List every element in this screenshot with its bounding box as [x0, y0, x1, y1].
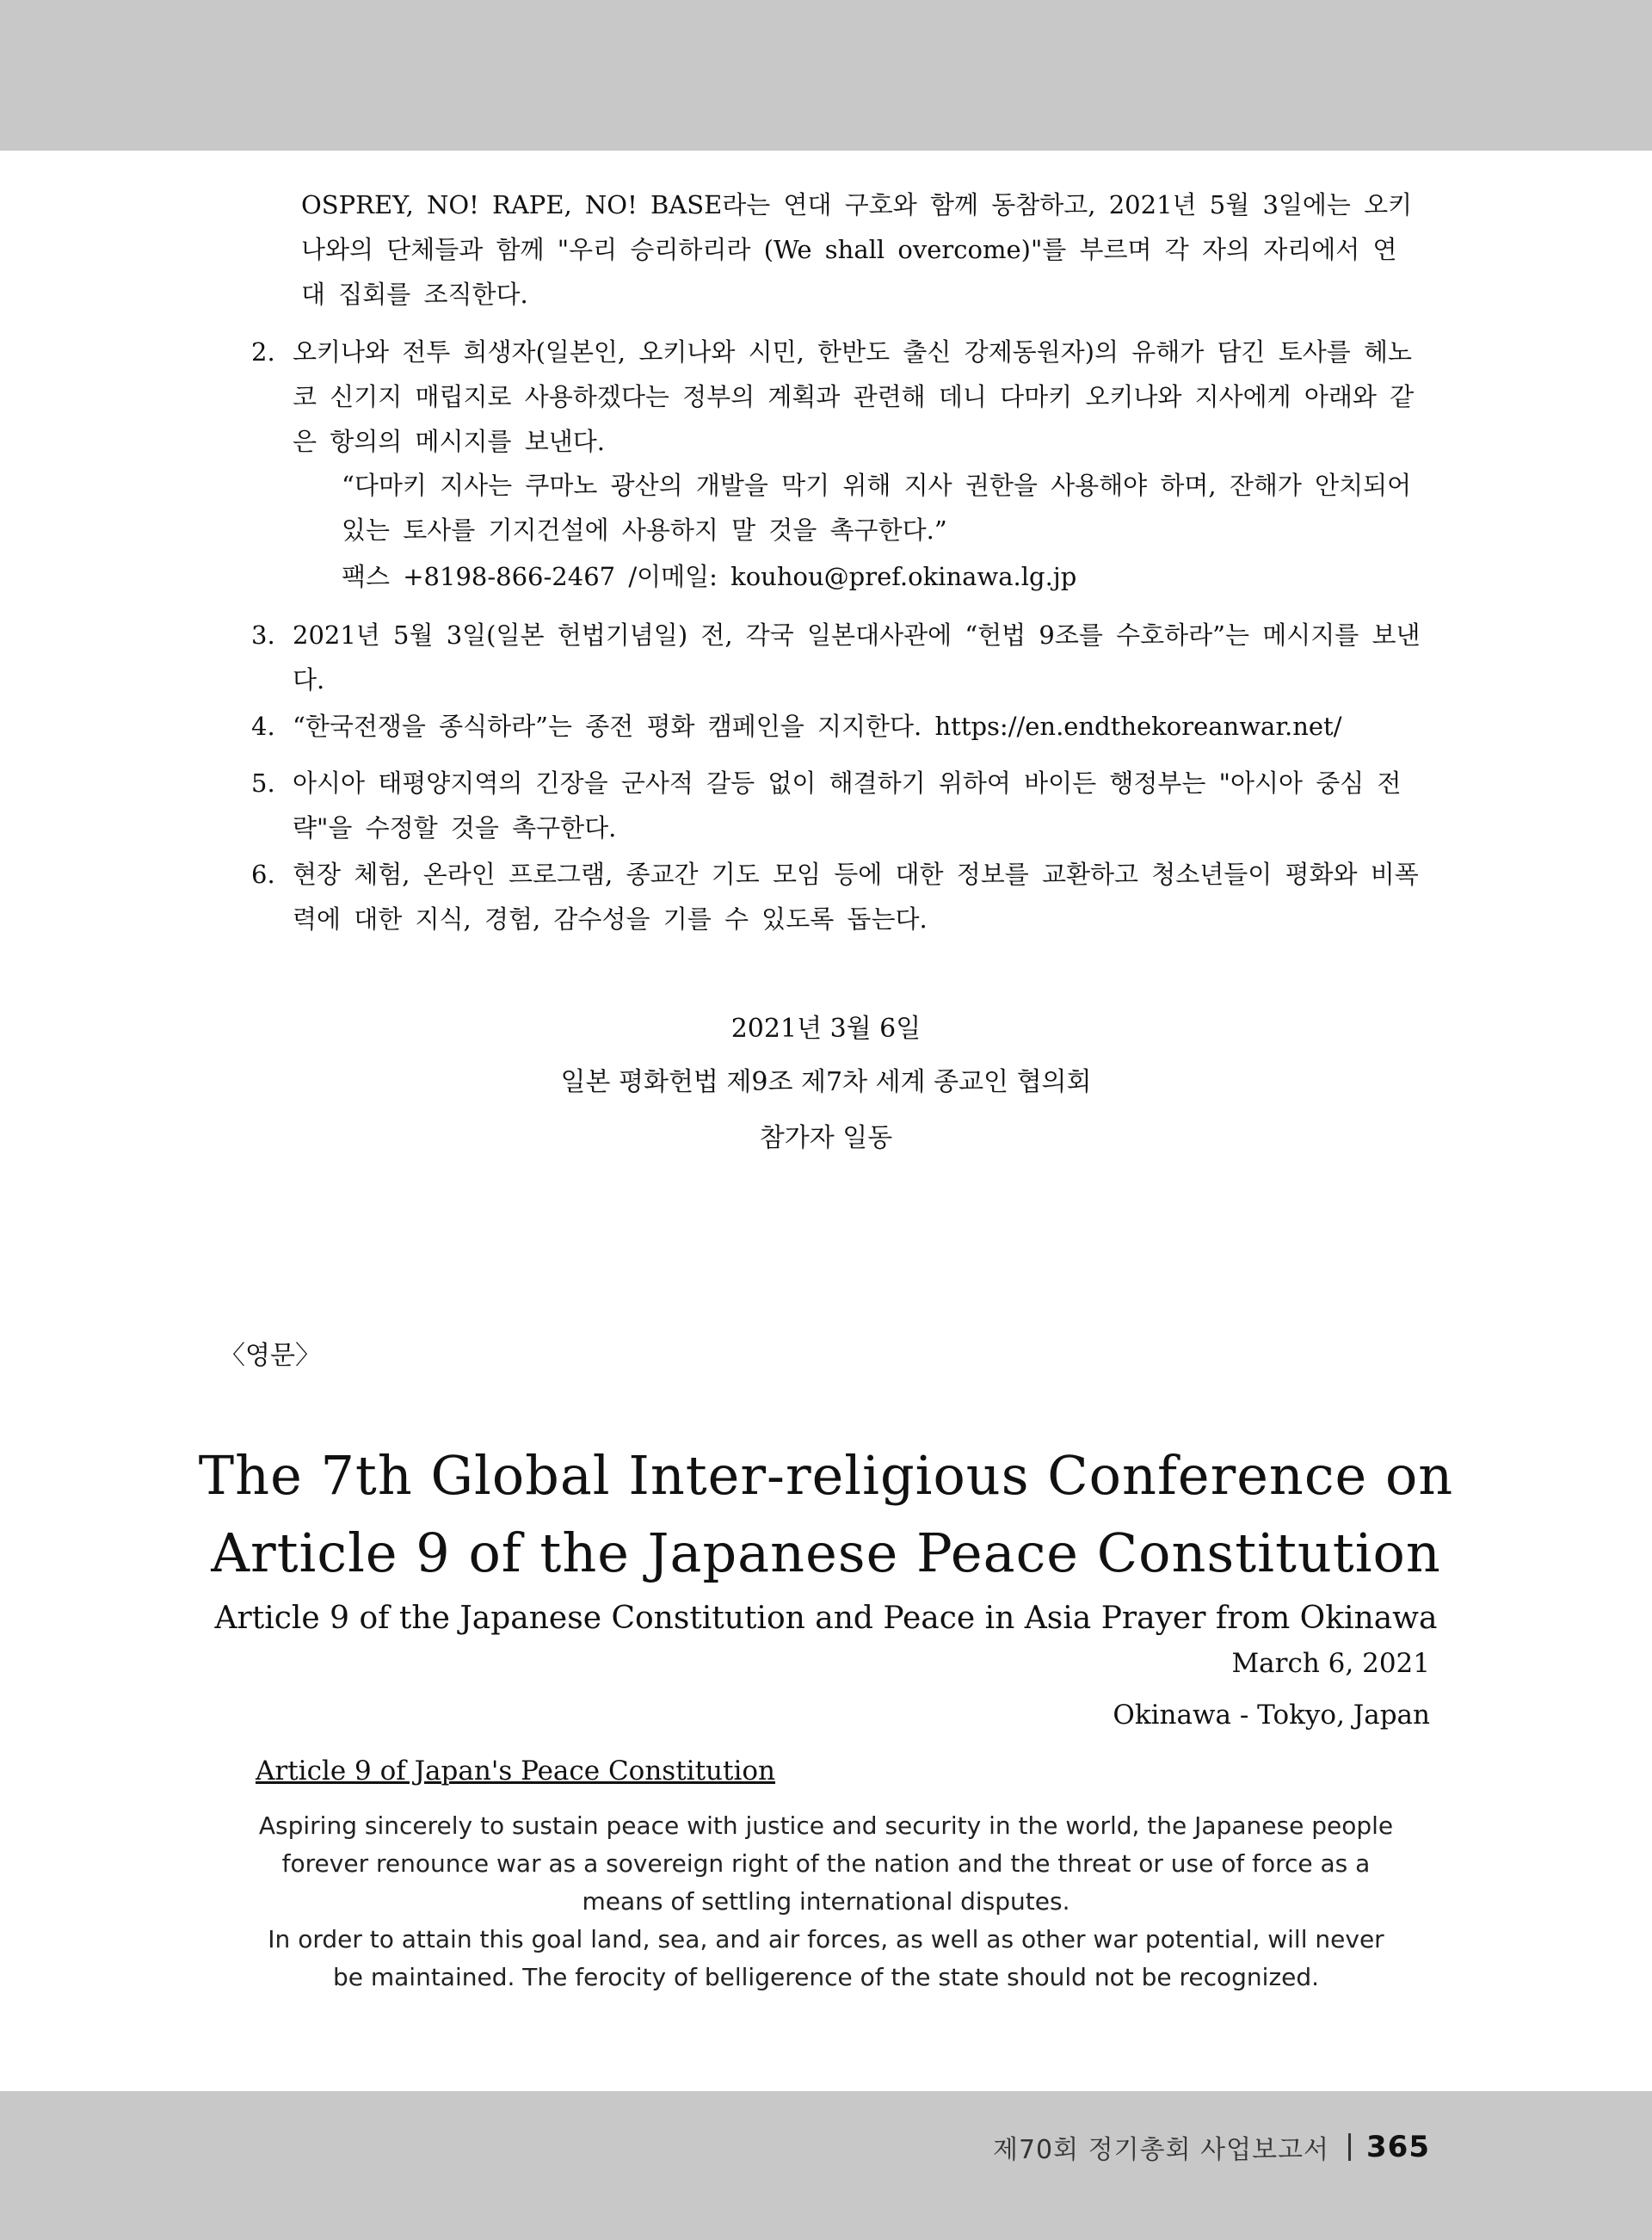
list-item-5: [251, 761, 1430, 850]
signature-organization: 일본 평화헌법 제9조 제7차 세계 종교인 협의회: [560, 1067, 1092, 1097]
list-item-number: 4.: [251, 712, 275, 741]
list-item-text: 현장 체험, 온라인 프로그램, 종교간 기도 모임 등에 대한 정보를 교환하고 청소년들이 평화와 비폭력에 대한 지식, 경험, 감수성을 기를 수 있도록 돕는다.: [293, 860, 1419, 934]
article-paragraph-2: In order to attain this goal land, sea, and air forces, as well as other war potential, will never be maintained. The ferocity of belligerence of the state should not be recognized.: [268, 1925, 1384, 1991]
list-item-number: 3.: [251, 620, 275, 650]
page-number: 365: [1366, 2130, 1430, 2164]
document-place: Okinawa - Tokyo, Japan: [1113, 1700, 1430, 1731]
signature-participants: 참가자 일동: [759, 1123, 893, 1153]
contact-fax-email: 팩스 +8198-866-2467 /이메일: kouhou@pref.okinawa.lg.jp: [342, 562, 1077, 591]
page-footer: [993, 2128, 1430, 2166]
english-subtitle: Article 9 of the Japanese Constitution and Peace in Asia Prayer from Okinawa: [214, 1601, 1438, 1636]
article-heading: Article 9 of Japan's Peace Constitution: [256, 1756, 776, 1786]
header-band: [0, 0, 1652, 151]
report-title: 제70회 정기총회 사업보고서: [992, 2135, 1330, 2165]
protest-quote: “다마키 지사는 쿠마노 광산의 개발을 막기 위해 지사 권한을 사용해야 하며, 잔해가 안치되어있는 토사를 기지건설에 사용하지 말 것을 촉구한다.”: [342, 471, 1412, 545]
list-item-3: [251, 613, 1430, 702]
list-item-4: [251, 704, 1430, 749]
english-title-line-2: Article 9 of the Japanese Peace Constitution: [211, 1521, 1441, 1584]
list-item-6: [251, 852, 1430, 941]
list-item-number: 6.: [251, 860, 275, 889]
list-item-text: 2021년 5월 3일(일본 헌법기념일) 전, 각국 일본대사관에 “헌법 9조를 수호하라”는 메시지를 보낸다.: [293, 620, 1421, 694]
list-item-text: 아시아 태평양지역의 긴장을 군사적 갈등 없이 해결하기 위하여 바이든 행정부는 "아시아 중심 전략"을 수정할 것을 촉구한다.: [293, 768, 1402, 842]
signature-date: 2021년 3월 6일: [730, 1014, 922, 1044]
list-item-number: 5.: [251, 768, 275, 798]
list-item-text: “한국전쟁을 종식하라”는 종전 평화 캠페인을 지지한다. https://en.endthekoreanwar.net/: [293, 712, 1342, 741]
footer-divider: [1348, 2133, 1351, 2161]
document-date: March 6, 2021: [1231, 1648, 1430, 1679]
article-paragraph-1: Aspiring sincerely to sustain peace with justice and security in the world, the Japanese people forever renounce war as a sovereign right of the nation and the threat or use of force as a means of settling international disputes.: [258, 1811, 1394, 1916]
list-item-number: 2.: [251, 337, 275, 367]
paragraph-1: OSPREY, NO! RAPE, NO! BASE라는 연대 구호와 함께 동참하고, 2021년 5월 3일에는 오키나와의 단체들과 함께 "우리 승리하리라 (We shall overcome)"를 부르며 각 자의 자리에서 연대 집회를 조직한다.: [301, 190, 1413, 309]
list-item-text: 오키나와 전투 희생자(일본인, 오키나와 시민, 한반도 출신 강제동원자)의 유해가 담긴 토사를 헤노코 신기지 매립지로 사용하겠다는 정부의 계획과 관련해 데니 다마키 오키나와 지사에게 아래와 같은 항의의 메시지를 보낸다.: [293, 337, 1415, 456]
article-body: [258, 1807, 1394, 1996]
english-section-label: 〈영문〉: [219, 1341, 321, 1371]
list-item-2: [251, 330, 1430, 464]
english-title-line-1: The 7th Global Inter-religious Conference on: [198, 1444, 1454, 1507]
